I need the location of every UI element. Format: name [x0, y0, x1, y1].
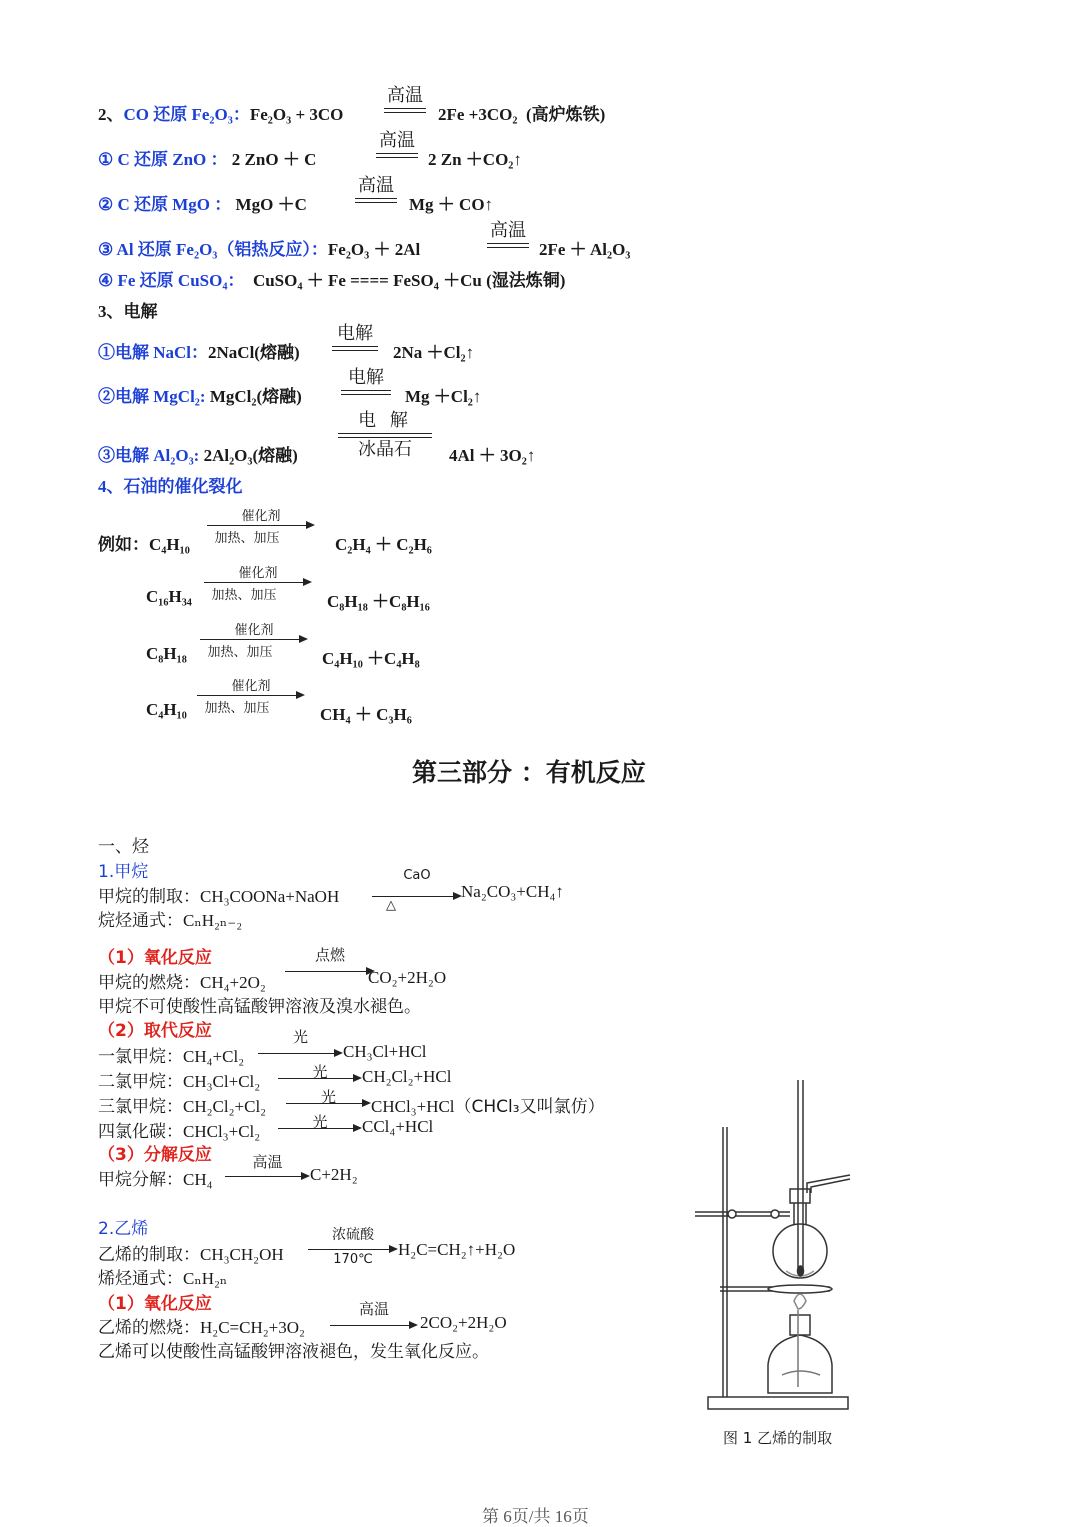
arrow-high-temp: 高温	[225, 1151, 310, 1181]
products: 2 Zn ＋CO₂↑	[428, 150, 522, 169]
condition-high-temp: 高温	[487, 221, 529, 248]
section-hydrocarbons: 一、烃	[98, 837, 149, 857]
ethylene-preparation: 乙烯的制取：CH₃CH₂OH	[98, 1245, 284, 1265]
condition-high-temp: 高温	[355, 176, 397, 203]
page-title: 第三部分 ：有机反应	[412, 758, 646, 787]
arrow-high-temp: 高温	[330, 1298, 418, 1332]
substitution-products: CHCl₃+HCl（CHCl₃又叫氯仿）	[371, 1097, 605, 1117]
ethylene-apparatus-figure	[690, 1075, 860, 1420]
cracking-reactant: C₈H₁₈	[146, 644, 187, 663]
products: 4Al ＋ 3O₂↑	[449, 446, 536, 465]
reaction-label: CO 还原 Fe₂O₃：	[123, 105, 250, 124]
condition-electrolysis: 电解	[332, 324, 378, 351]
arrow-cao-heat: CaO △	[372, 868, 462, 914]
products: 2Fe ＋ Al₂O₃	[539, 240, 631, 259]
products: C+2H₂	[310, 1165, 358, 1184]
substitution-products: CH₂Cl₂+HCl	[362, 1067, 452, 1086]
arrow-catalyst: 催化剂 加热、加压	[207, 505, 315, 549]
heading-oxidation: （1）氧化反应	[98, 948, 212, 968]
ethylene-combustion: 乙烯的燃烧：H₂C=CH₂+3O₂	[98, 1318, 305, 1338]
heading-oxidation: （1）氧化反应	[98, 1294, 212, 1314]
cracking-reactant: C₁₆H₃₄	[146, 587, 192, 606]
arrow-light: 光	[278, 1111, 362, 1141]
heading-methane: 1.甲烷	[98, 862, 149, 882]
heading-decomposition: （3）分解反应	[98, 1145, 212, 1165]
arrow-light: 光	[278, 1061, 362, 1091]
reaction-c-mgo: ② C 还原 MgO ： MgO ＋C	[98, 195, 307, 214]
reactants: Fe₂O₃ + 3CO	[249, 105, 344, 124]
methane-preparation: 甲烷的制取：CH₃COONa+NaOH	[98, 887, 340, 907]
condition-high-temp: 高温	[384, 86, 426, 113]
cracking-products: C₂H₄ ＋ C₂H₆	[335, 535, 432, 554]
cracking-reactant: C₄H₁₀	[146, 700, 187, 719]
products: 2Na ＋Cl₂↑	[393, 343, 475, 362]
products: 2Fe +3CO₂ (高炉炼铁)	[438, 105, 606, 124]
arrow-catalyst: 催化剂 加热、加压	[204, 562, 312, 606]
products: 2CO₂+2H₂O	[420, 1313, 507, 1332]
ethylene-note: 乙烯可以使酸性高锰酸钾溶液褪色，发生氧化反应。	[98, 1342, 489, 1362]
reaction-electrolysis-mgcl2: ②电解 MgCl₂: MgCl₂(熔融)	[98, 387, 302, 406]
cracking-products: CH₄ ＋ C₃H₆	[320, 705, 412, 724]
methane-note: 甲烷不可使酸性高锰酸钾溶液及溴水褪色。	[98, 997, 421, 1017]
figure-caption: 图 1 乙烯的制取	[723, 1429, 833, 1447]
methane-combustion: 甲烷的燃烧：CH₄+2O₂	[98, 973, 266, 993]
cracking-products: C₄H₁₀ ＋C₄H₈	[322, 649, 420, 668]
reaction-fe-cuso4: ④ Fe 还原 CuSO₄： CuSO₄ ＋ Fe ==== FeSO₄ ＋Cu (湿法炼铜)	[98, 271, 566, 290]
arrow-light: 光	[286, 1086, 371, 1116]
section-heading-cracking: 4、石油的催化裂化	[98, 477, 243, 496]
products: CO₂+2H₂O	[368, 968, 447, 987]
reaction-co-fe2o3: 2、CO 还原 Fe₂O₃：Fe₂O₃ + 3CO	[98, 105, 344, 124]
arrow-h2so4-170: 浓硫酸 170℃	[308, 1224, 398, 1270]
products: H₂C=CH₂↑+H₂O	[398, 1240, 516, 1259]
products: Na₂CO₃+CH₄↑	[461, 882, 564, 901]
alkane-formula: 烷烃通式：CₙH₂ₙ₋₂	[98, 911, 243, 931]
heading-substitution: （2）取代反应	[98, 1021, 212, 1041]
arrow-catalyst: 催化剂 加热、加压	[197, 675, 305, 719]
condition-high-temp: 高温	[376, 131, 418, 158]
substitution-products: CH₃Cl+HCl	[343, 1042, 427, 1061]
heading-ethylene: 2.乙烯	[98, 1219, 149, 1239]
substitution-reaction: 一氯甲烷：CH₄+Cl₂	[98, 1047, 245, 1067]
reaction-c-zno: ① C 还原 ZnO ： 2 ZnO ＋ C	[98, 150, 317, 169]
reaction-electrolysis-al2o3: ③电解 Al₂O₃: 2Al₂O₃(熔融)	[98, 446, 298, 465]
condition-electrolysis-cryolite: 电 解 冰晶石	[338, 411, 432, 460]
arrow-light: 光	[258, 1026, 343, 1056]
section-heading-electrolysis: 3、电解	[98, 302, 158, 321]
arrow-ignite: 点燃	[285, 944, 375, 980]
arrow-catalyst: 催化剂 加热、加压	[200, 619, 308, 663]
alkene-formula: 烯烃通式：CₙH₂ₙ	[98, 1269, 228, 1289]
substitution-products: CCl₄+HCl	[362, 1117, 434, 1136]
page-number: 第 6页/共 16页	[482, 1507, 589, 1526]
cracking-products: C₈H₁₈ ＋C₈H₁₆	[327, 592, 430, 611]
methane-decomposition: 甲烷分解：CH₄	[98, 1170, 213, 1190]
substitution-reaction: 四氯化碳：CHCl₃+Cl₂	[98, 1122, 261, 1142]
substitution-reaction: 三氯甲烷：CH₂Cl₂+Cl₂	[98, 1097, 267, 1117]
reaction-electrolysis-nacl: ①电解 NaCl：2NaCl(熔融)	[98, 343, 300, 362]
products: Mg ＋Cl₂↑	[405, 387, 482, 406]
substitution-reaction: 二氯甲烷：CH₃Cl+Cl₂	[98, 1072, 261, 1092]
condition-electrolysis: 电解	[341, 368, 391, 395]
products: Mg ＋ CO↑	[409, 195, 494, 214]
reaction-al-fe2o3: ③ Al 还原 Fe₂O₃（铝热反应）：Fe₂O₃ ＋ 2Al	[98, 240, 421, 259]
cracking-reactant: 例如：C₄H₁₀	[98, 535, 190, 554]
